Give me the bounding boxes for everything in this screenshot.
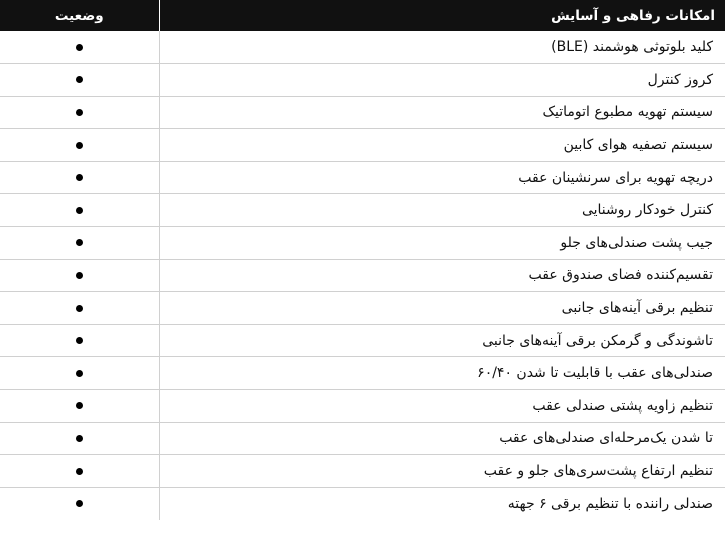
- bullet-icon: [76, 76, 83, 83]
- table-row: [0, 259, 725, 292]
- feature-cell: سیستم تصفیه هوای کابین: [159, 129, 725, 162]
- bullet-icon: [76, 468, 83, 475]
- status-cell: [0, 390, 159, 423]
- bullet-icon: [76, 402, 83, 409]
- bullet-icon: [76, 305, 83, 312]
- feature-cell: کنترل خودکار روشنایی: [159, 194, 725, 227]
- bullet-icon: [76, 337, 83, 344]
- status-column-header: وضعیت: [0, 0, 159, 31]
- header-row: [0, 0, 725, 31]
- bullet-icon: [76, 207, 83, 214]
- bullet-icon: [76, 109, 83, 116]
- feature-cell: تنظیم ارتفاع پشت‌سری‌های جلو و عقب: [159, 455, 725, 488]
- table-row: [0, 194, 725, 227]
- bullet-icon: [76, 272, 83, 279]
- status-cell: [0, 227, 159, 260]
- feature-cell: سیستم تهویه مطبوع اتوماتیک: [159, 96, 725, 129]
- bullet-icon: [76, 435, 83, 442]
- table-row: [0, 422, 725, 455]
- feature-cell: صندلی راننده با تنظیم برقی ۶ جهته: [159, 487, 725, 520]
- status-cell: [0, 96, 159, 129]
- table-row: [0, 390, 725, 423]
- status-cell: [0, 194, 159, 227]
- status-cell: [0, 455, 159, 488]
- table-row: [0, 357, 725, 390]
- table-body: [0, 31, 725, 520]
- status-cell: [0, 129, 159, 162]
- status-cell: [0, 357, 159, 390]
- status-cell: [0, 161, 159, 194]
- feature-cell: تنظیم برقی آینه‌های جانبی: [159, 292, 725, 325]
- feature-cell: صندلی‌های عقب با قابلیت تا شدن ۶۰/۴۰: [159, 357, 725, 390]
- table-row: [0, 161, 725, 194]
- table-row: [0, 292, 725, 325]
- feature-cell: دریچه تهویه برای سرنشینان عقب: [159, 161, 725, 194]
- status-cell: [0, 64, 159, 97]
- status-cell: [0, 259, 159, 292]
- bullet-icon: [76, 239, 83, 246]
- table-row: [0, 487, 725, 520]
- table-header: [0, 0, 725, 31]
- table-row: [0, 227, 725, 260]
- status-cell: [0, 292, 159, 325]
- bullet-icon: [76, 500, 83, 507]
- status-cell: [0, 487, 159, 520]
- bullet-icon: [76, 370, 83, 377]
- feature-cell: تنظیم زاویه پشتی صندلی عقب: [159, 390, 725, 423]
- feature-cell: کلید بلوتوثی هوشمند (BLE): [159, 31, 725, 64]
- status-cell: [0, 324, 159, 357]
- feature-cell: تاشوندگی و گرمکن برقی آینه‌های جانبی: [159, 324, 725, 357]
- feature-cell: تا شدن یک‌مرحله‌ای صندلی‌های عقب: [159, 422, 725, 455]
- table-row: [0, 31, 725, 64]
- table-row: [0, 455, 725, 488]
- feature-cell: تقسیم‌کننده فضای صندوق عقب: [159, 259, 725, 292]
- status-cell: [0, 422, 159, 455]
- bullet-icon: [76, 142, 83, 149]
- feature-cell: کروز کنترل: [159, 64, 725, 97]
- table-row: [0, 96, 725, 129]
- feature-cell: جیب پشت صندلی‌های جلو: [159, 227, 725, 260]
- feature-column-header: امکانات رفاهی و آسایش: [159, 0, 725, 31]
- bullet-icon: [76, 44, 83, 51]
- bullet-icon: [76, 174, 83, 181]
- table-row: [0, 324, 725, 357]
- status-cell: [0, 31, 159, 64]
- table-row: [0, 129, 725, 162]
- table-row: [0, 64, 725, 97]
